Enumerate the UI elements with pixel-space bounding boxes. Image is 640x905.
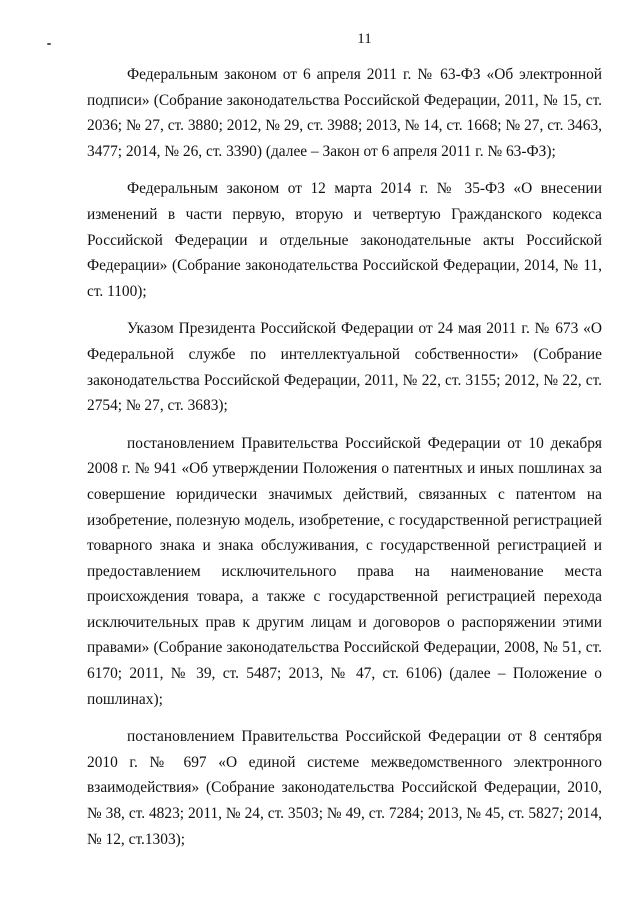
paragraph-decree-673: Указом Президента Российской Федерации от 24 мая 2011 г. № 673 «О Федеральной службе по интеллектуальной собственности» (Собрание законодательства Российской Федерации, 2011, № 22, ст. 3155; 2012, № 22, ст. 2754; № 27, ст. 3683); xyxy=(87,320,602,415)
paragraph-law-63-fz: Федеральным законом от 6 апреля 2011 г. № 63-ФЗ «Об электронной подписи» (Собрание законодательства Российской Федерации, 2011, № 15, ст. 2036; № 27, ст. 3880; 2012, № 29, ст. 3988; 2013, № 14, ст. 1668; № 27, ст. 3463, 3477; 2014, № 26, ст. 3390) (далее – Закон от 6 апреля 2011 г. № 63-ФЗ); xyxy=(87,66,602,160)
page-number: 11 xyxy=(357,31,372,47)
paragraph-resolution-697: постановлением Правительства Российской Федерации от 8 сентября 2010 г. № 697 «О единой системе межведомственного электронного взаимодействия» (Собрание законодательства Российской Федерации, 2010, № 38, ст. 4823; 2011, № 24, ст. 3503; № 49, ст. 7284; 2013, № 45, ст. 5827; 2014, № 12, ст.1303); xyxy=(87,728,602,848)
scan-speck xyxy=(47,43,51,45)
paragraph-law-35-fz: Федеральным законом от 12 марта 2014 г. № 35-ФЗ «О внесении изменений в части первую, вторую и четвертую Гражданского кодекса Российской Федерации и отдельные законодательные акты Российской Федерации» (Собрание законодательства Российской Федерации, 2014, № 11, ст. 1100); xyxy=(87,180,602,300)
paragraph-resolution-941: постановлением Правительства Российской Федерации от 10 декабря 2008 г. № 941 «Об утверждении Положения о патентных и иных пошлинах за совершение юридически значимых действий, связанных с патентом на изобретение, полезную модель, изобретение, с государственной регистрацией товарного знака и знака обслуживания, с государственной регистрацией и предоставлением исключительного права на наименование места происхождения товара, а также с государственной регистрацией перехода исключительных прав к другим лицам и договоров о распоряжении этими правами» (Собрание законодательства Российской Федерации, 2008, № 51, ст. 6170; 2011, № 39, ст. 5487; 2013, № 47, ст. 6106) (далее – Положение о пошлинах); xyxy=(87,434,602,708)
